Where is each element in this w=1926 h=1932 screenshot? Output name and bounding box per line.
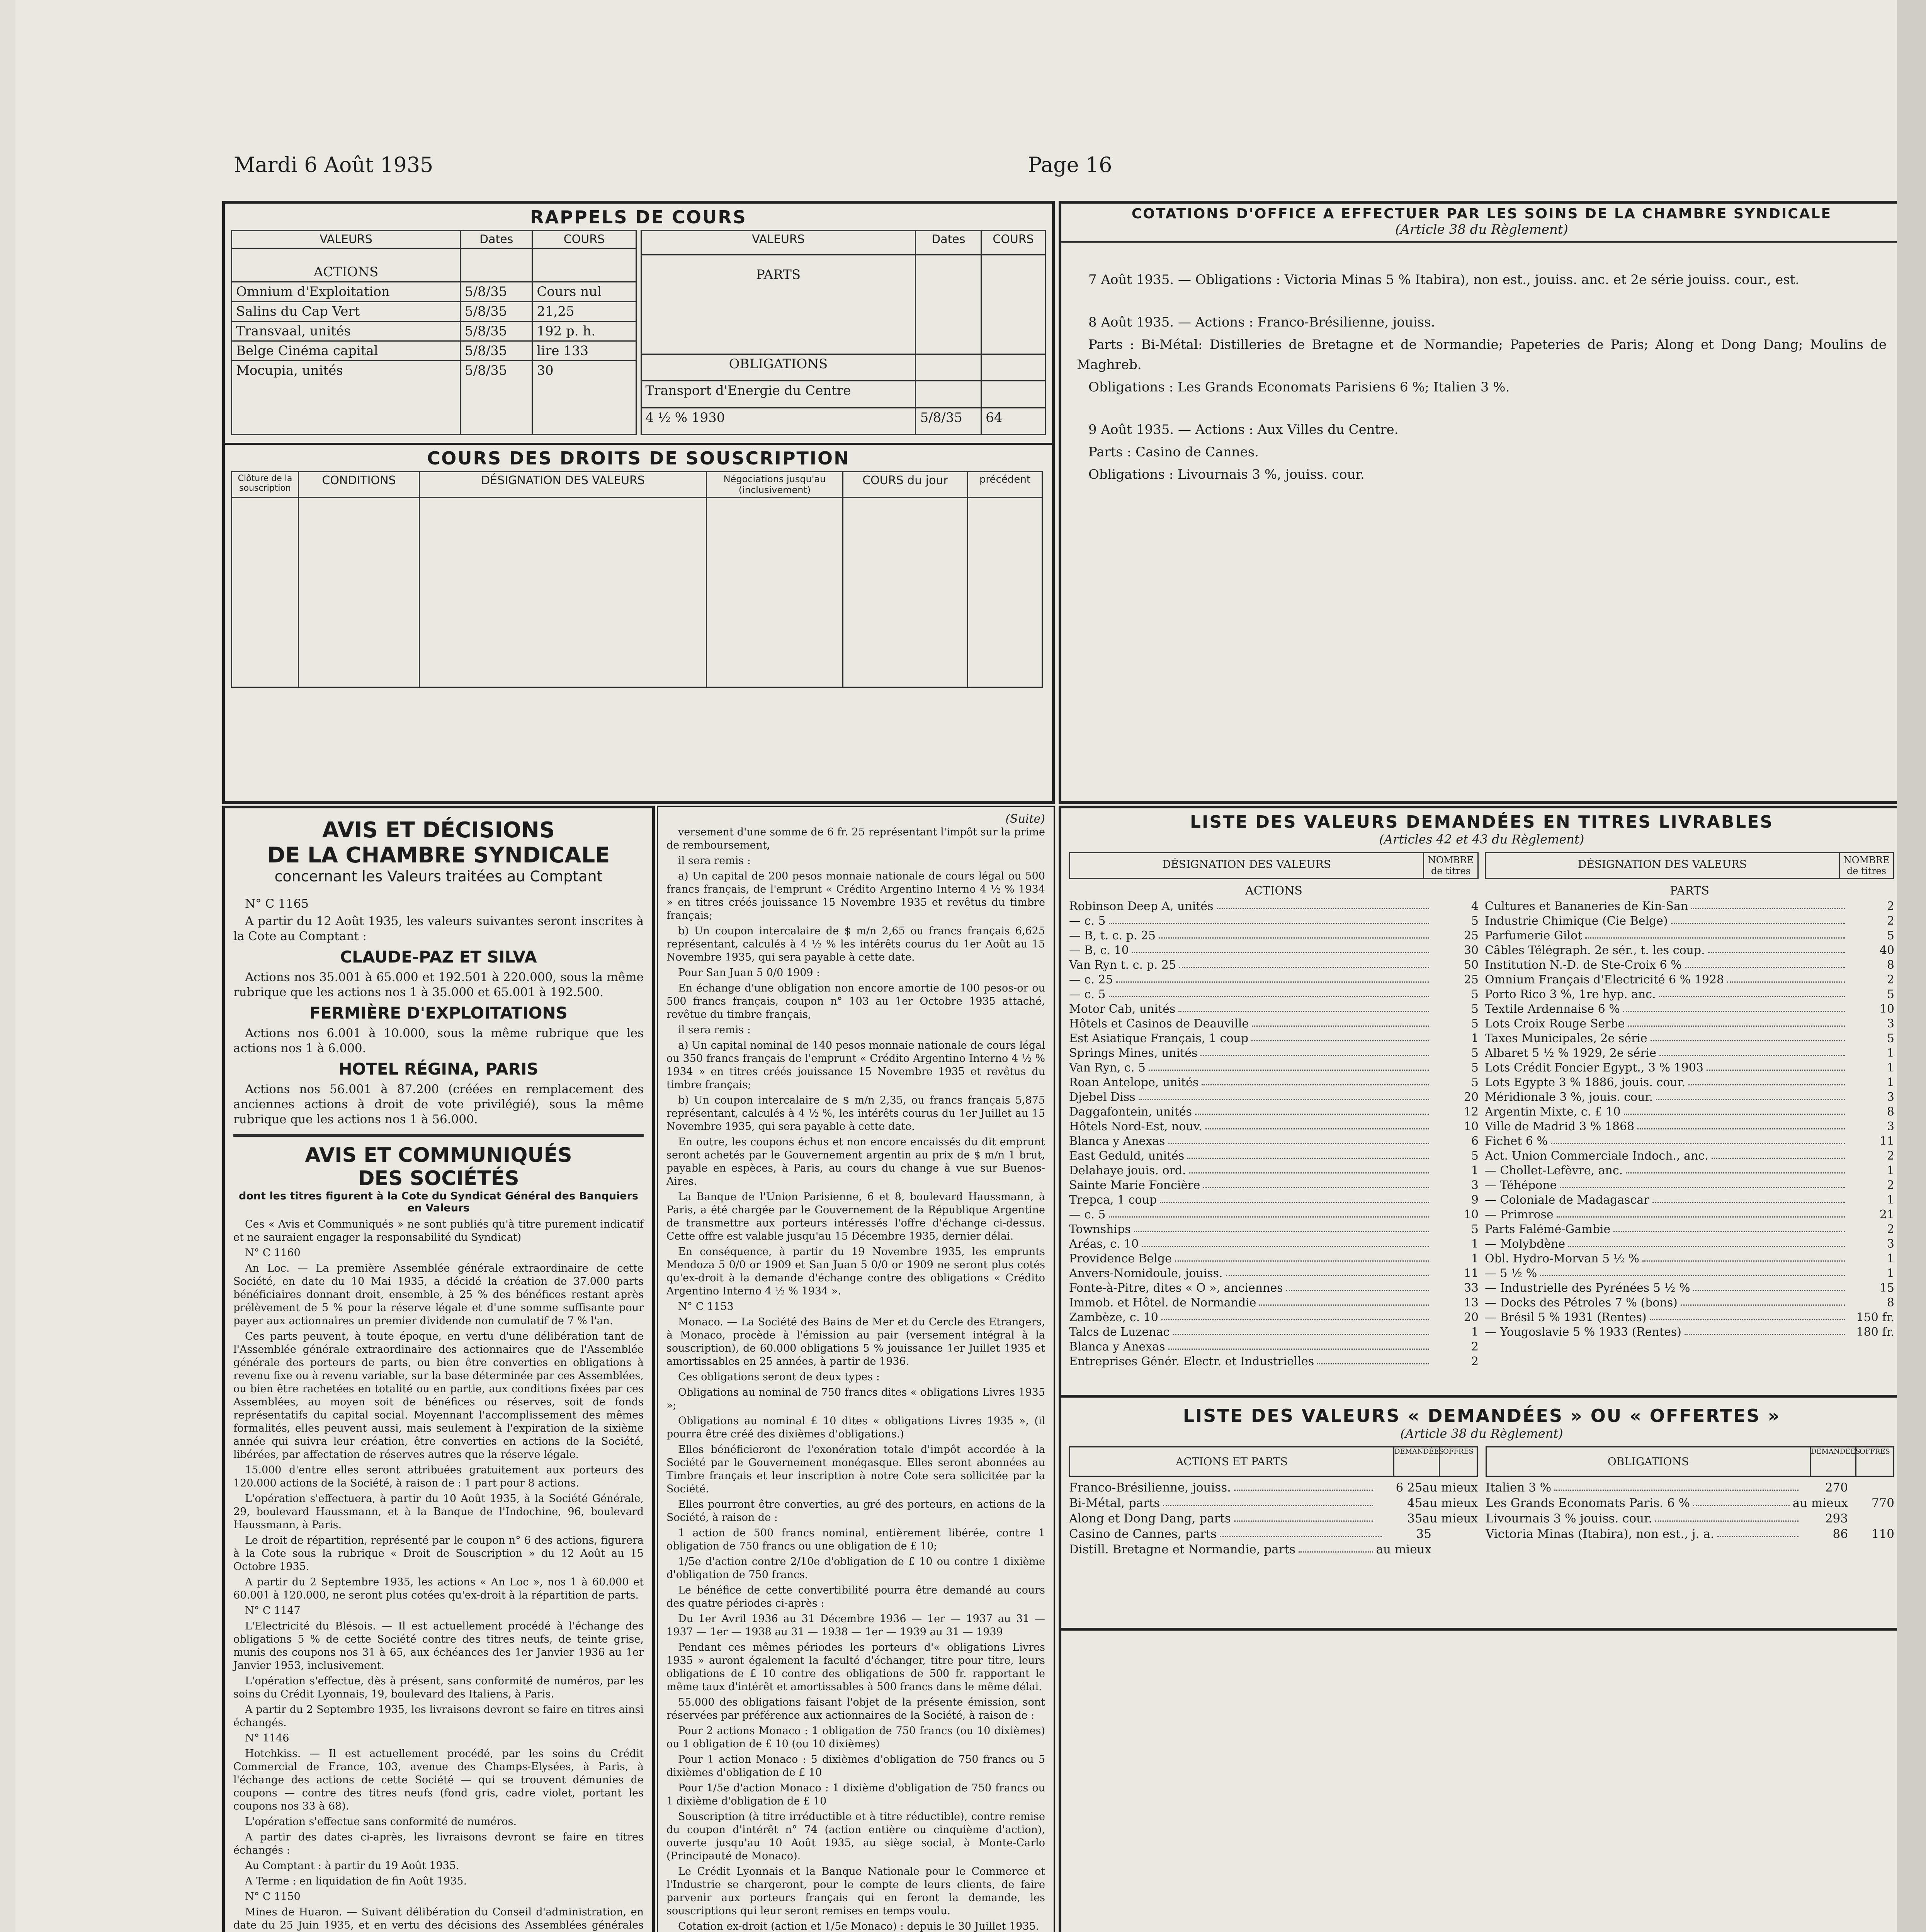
livrable-row: — Yougoslavie 5 % 1933 (Rentes) 180 fr. [1485,1325,1894,1339]
paragraph: N° C 1160 [245,1247,301,1259]
paragraph: b) Un coupon intercalaire de $ m/n 2,65 ou francs français 6,625 représentant, calculés à 4 ½ % les intérêts courus du 1er Août au 15 Novembre 1935, qui sera payable à cette date. [666,925,1045,963]
livrable-row: — c. 25 25 [1069,973,1479,986]
left-column: AVIS ET DÉCISIONS DE LA CHAMBRE SYNDICALE concernant les Valeurs traitées au Comptant N° C 1165 A partir du 12 Août 1935, les valeurs suivantes seront inscrites à la Cote au Comptant : CLAUDE-PAZ ET SILVA Actions nos 35.001 à 65.000 et 192.501 à 220.000, sous la même rubrique que les actions nos 1 à 35.000 et 65.001 à 192.500. FERMIÈRE D'EXPLOITATIONS Actions nos 6.001 à 10.000, sous la même rubrique que les actions nos 1 à 6.000. HOTEL RÉGINA, PARIS Actions nos 56.001 à 87.200 (créées en remplacement des anciennes actions à droit de vote privilégié), sous la même rubrique que les actions nos 1 à 56.000. AVIS ET COMMUNIQUÉS DES SOCIÉTÉS dont les titres figurent à la Cote du Syndicat Général des Banquiers en Valeurs Ces « Avis et Communiqués » ne sont publiés qu'à titre purement indicatif et ne sauraient engager la responsabilité du Syndicat) N° C 1160 An Loc. — La première Assemblée générale extraordinaire de cette Société, en date du 10 Mai 1935, a décidé la création de 37.000 parts bénéficiaires donnant droit, ensemble, à 25 % des bénéfices restant après prélèvement de 5 % pour la réserve légale et d'une somme suffisante pour payer aux actionnaires un premier dividende non cumulatif de 7 % l'an. Ces parts peuvent, à toute époque, en vertu d'une délibération tant de l'Assemblée générale extraordinaire des actionnaires que de l'Assemblée générale des porteurs de parts, ou bien être converties en obligations à revenu fixe ou à revenu variable, sur la base déterminée par ces Assemblées, ou bien être rachetées en totalité ou en partie, aux conditions fixées par ces Assemblées, au moyen soit de bénéfices ou réserves, soit de fonds représentatifs du capital social. Moyennant l'accomplissement des mêmes formalités, elles peuvent aussi, mais seulement à l'expiration de la sixième année qui suivra leur création, être converties en actions de la Société, libérées, par affectation de réserves autres que la réserve légale. 15.000 d'entre elles seront attribuées gratuitement aux porteurs des 120.000 actions de la Société, à raison de : 1 part pour 8 actions. L'opération s'effectuera, à partir du 10 Août 1935, à la Société Générale, 29, boulevard Haussmann, et à la Banque de l'Indochine, 96, boulevard Haussmann, à Paris. Le droit de répartition, représenté par le coupon n° 6 des actions, figurera à la Cote sous la rubrique « Droit de Souscription » du 12 Août au 15 Octobre 1935. A partir du 2 Septembre 1935, les actions « An Loc », nos 1 à 60.000 et 60.001 à 120.000, ne seront plus cotées qu'ex-droit à la répartition de parts. N° C 1147 L'Electricité du Blésois. — Il est actuellement procédé à l'échange des obligations 5 % de cette Société contre des titres neufs, de teinte grise, munis des coupons nos 31 à 65, aux échéances des 1er Janvier 1936 au 1er Janvier 1953, inclusivement. L'opération s'effectue, dès à présent, sans conformité de numéros, par les soins du Crédit Lyonnais, 19, boulevard des Italiens, à Paris. A partir du 2 Septembre 1935, les livraisons devront se faire en titres ainsi échangés. N° 1146 Hotchkiss. — Il est actuellement procédé, par les soins du Crédit Commercial de France, 103, avenue des Champs-Elysées, à Paris, à l'échange des actions de cette Société — qui se trouvent démunies de coupons — contre des titres neufs (fond gris, cadre violet, portant les coupons nos 33 à 68). L'opération s'effectue sans conformité de numéros. A partir des dates ci-après, les livraisons devront se faire en titres échangés : Au Comptant : à partir du 19 Août 1935. A Terme : en liquidation de fin Août 1935. N° C 1150 Mines de Huaron. — Suivant délibération du Conseil d'administration, en date du 25 Juin 1935, et en vertu des décisions des Assemblées générales [222,806,655,1932]
paragraph: Ces « Avis et Communiqués » ne sont publiés qu'à titre purement indicatif et ne sauraient engager la responsabilité du Syndicat) [233,1218,644,1243]
livrable-row: Porto Rico 3 %, 1re hyp. anc. 5 [1485,988,1894,1001]
rappels-section [222,201,1055,804]
office-title: COTATIONS D'OFFICE A EFFECTUER PAR LES SOINS DE LA CHAMBRE SYNDICALE [1131,206,1832,222]
paragraph: Du 1er Avril 1936 au 31 Décembre 1936 — 1er — 1937 au 31 — 1937 — 1er — 1938 au 31 — 1938 — 1er — 1939 au 31 — 1939 [666,1613,1045,1638]
paragraph: 1/5e d'action contre 2/10e d'obligation de £ 10 ou contre 1 dixième d'obligation de 750 francs. [666,1556,1045,1581]
demandees-right-list [1486,1480,1894,1542]
livrable-row: Immob. et Hôtel. de Normandie 13 [1069,1296,1479,1310]
livrable-row: Zambèze, c. 10 20 [1069,1311,1479,1324]
paragraph: b) Un coupon intercalaire de $ m/n 2,35, ou francs français 5,875 représentant, calculés à 4 ½ %, les intérêts courus du 1er Juillet au 15 Novembre 1935, qui sera payable à cette date. [666,1094,1045,1133]
livrable-row: Blanca y Anexas 6 [1069,1134,1479,1148]
paragraph: Hotchkiss. — Il est actuellement procédé, par les soins du Crédit Commercial de France, 103, avenue des Champs-Elysées, à Paris, à l'échange des actions de cette Société — qui se trouvent démunies de coupons — contre des titres neufs (fond gris, cadre violet, portant les coupons nos 33 à 68). [233,1748,644,1812]
paragraph: N° 1146 [245,1732,289,1744]
paragraph: 55.000 des obligations faisant l'objet de la présente émission, sont réservées par préférence aux actionnaires de la Société, à raison de : [666,1696,1045,1721]
livrable-row: Taxes Municipales, 2e série 5 [1485,1032,1894,1045]
livrable-row: — 5 ½ % 1 [1485,1267,1894,1280]
rappels-right-table: VALEURS Dates COURS PARTS OBLIGATIONS Transport d'Energie du Centre 4 ½ % 1930 5/8/35 64 [641,230,1046,435]
demandees-section: LISTE DES VALEURS « DEMANDÉES » OU « OFFERTES » (Article 38 du Règlement) ACTIONS ET PARTS DEMANDÉES OFFRES Franco-Brésilienne, jouiss. 6 25 au mieux Bi-Métal, parts 45 au mieux Along et Dong Dang, parts 35 au mieux Casino de Cannes, parts 35 Distill. Bretagne et Normandie, parts au mieux OBLIGATIONS DEMANDÉES OFFRES Italien 3 % 270 Les Grands Economats Paris. 6 % au mieux 770 Livournais 3 % jouiss. cour. 293 Victoria Minas (Itabira), non est., j. a. 86 110 [1059,1395,1905,1932]
livrable-row: East Geduld, unités 5 [1069,1149,1479,1163]
livrable-row: Robinson Deep A, unités 4 [1069,900,1479,913]
livrable-row: Anvers-Nomidoule, jouiss. 11 [1069,1267,1479,1280]
livrable-row: Roan Antelope, unités 5 [1069,1076,1479,1089]
livrable-row: — Industrielle des Pyrénées 5 ½ % 15 [1485,1281,1894,1295]
paragraph: il sera remis : [678,1024,751,1036]
paragraph: En outre, les coupons échus et non encore encaissés du dit emprunt seront achetés par le Gouvernement argentin au prix de $ m/n 1 brut, payable en espèces, à Paris, au cours du change à vue sur Buenos-Aires. [666,1136,1045,1187]
livrable-row: Trepca, 1 coup 9 [1069,1193,1479,1207]
demandee-row: Les Grands Economats Paris. 6 % au mieux 770 [1486,1496,1894,1510]
page-binding [1897,0,1926,1932]
livrable-row: Parts Falémé-Gambie 2 [1485,1223,1894,1236]
paragraph: A Terme : en liquidation de fin Août 1935. [245,1875,467,1887]
livrable-row: Textile Ardennaise 6 % 10 [1485,1002,1894,1016]
paragraph: Pour San Juan 5 0/0 1909 : [678,967,820,979]
paragraph: Pendant ces mêmes périodes les porteurs d'« obligations Livres 1935 » auront également la faculté d'échanger, titre pour titre, leurs obligations de £ 10 contre des obligations de 500 fr. rapportant le même taux d'intérêt et amortissables à 500 francs dans le même délai. [666,1641,1045,1693]
paragraph: a) Un capital de 200 pesos monnaie nationale de cours légal ou 500 francs français, de l'emprunt « Crédito Argentino Interno 4 ½ % 1934 » en titres créés jouissance 15 Novembre 1935 et revêtus du timbre français; [666,870,1045,922]
livrables-title: LISTE DES VALEURS DEMANDÉES EN TITRES LIVRABLES [1190,812,1774,832]
livrable-row: Daggafontein, unités 12 [1069,1105,1479,1119]
livrable-row: Méridionale 3 %, jouis. cour. 3 [1485,1090,1894,1104]
paragraph: La Banque de l'Union Parisienne, 6 et 8, boulevard Haussmann, à Paris, a été chargée par le Gouvernement de la République Argentine de transmettre aux porteurs intéressés l'offre d'échange ci-dessus. Cette offre est valable jusqu'au 15 Décembre 1935, dernier délai. [666,1191,1045,1242]
livrables-right-list [1485,899,1894,1340]
livrable-row: Act. Union Commerciale Indoch., anc. 2 [1485,1149,1894,1163]
paragraph: L'opération s'effectue sans conformité de numéros. [245,1816,517,1828]
paragraph: Le bénéfice de cette convertibilité pourra être demandé au cours des quatre périodes ci-après : [666,1584,1045,1609]
livrable-row: Van Ryn t. c. p. 25 50 [1069,958,1479,972]
rappels-title: RAPPELS DE COURS [530,207,747,228]
demandee-row: Casino de Cannes, parts 35 [1069,1527,1431,1541]
demandee-row: Victoria Minas (Itabira), non est., j. a. 86 110 [1486,1527,1894,1541]
paragraph: N° C 1153 [678,1301,734,1313]
livrable-row: Lots Egypte 3 % 1886, jouis. cour. 1 [1485,1076,1894,1089]
avis-societes-title1: AVIS ET COMMUNIQUÉS [305,1144,572,1167]
droits-title: COURS DES DROITS DE SOUSCRIPTION [225,443,1052,469]
livrable-row: Omnium Français d'Electricité 6 % 1928 2 [1485,973,1894,986]
avis-chambre-title2: DE LA CHAMBRE SYNDICALE [267,843,610,868]
office-section [1059,201,1905,804]
paragraph: Ces parts peuvent, à toute époque, en vertu d'une délibération tant de l'Assemblée générale extraordinaire des actionnaires que de l'Assemblée générale des porteurs de parts, ou bien être converties en obligations à revenu fixe ou à revenu variable, sur la base déterminée par ces Assemblées, ou bien être rachetées en totalité ou en partie, aux conditions fixées par ces Assemblées, au moyen soit de bénéfices ou réserves, soit de fonds représentatifs du capital social. Moyennant l'accomplissement des mêmes formalités, elles peuvent aussi, mais seulement à l'expiration de la sixième année qui suivra leur création, être converties en actions de la Société, libérées, par affectation de réserves autres que la réserve légale. [233,1330,644,1461]
livrable-row: Delahaye jouis. ord. 1 [1069,1164,1479,1177]
paragraph: 1 action de 500 francs nominal, entièrement libérée, contre 1 obligation de 750 francs ou une obligation de £ 10; [666,1527,1045,1552]
livrable-row: Fonte-à-Pitre, dites « O », anciennes 33 [1069,1281,1479,1295]
livrable-row: Motor Cab, unités 5 [1069,1002,1479,1016]
paragraph: Le droit de répartition, représenté par le coupon n° 6 des actions, figurera à la Cote sous la rubrique « Droit de Souscription » du 12 Août au 15 Octobre 1935. [233,1534,644,1573]
livrable-row: Sainte Marie Foncière 3 [1069,1179,1479,1192]
avis-societes-body [233,1218,644,1932]
livrables-left-list [1069,899,1479,1369]
paragraph: Pour 1 action Monaco : 5 dixièmes d'obligation de 750 francs ou 5 dixièmes d'obligation de £ 10 [666,1753,1045,1779]
livrable-row: Springs Mines, unités 5 [1069,1046,1479,1060]
page-number: Page 16 [1028,153,1112,177]
rappels-left-table: VALEURS Dates COURS ACTIONS Omnium d'Exploitation 5/8/35 Cours nul Salins du Cap Vert 5/8/35 21,25 Transvaal, unités 5/8/35 192 p. h. Belge Cinéma capital 5/8/35 lire 133 Mocupia, unités 5/8/35 30 [231,230,637,435]
demandees-left-list [1069,1480,1478,1557]
demandee-row: Franco-Brésilienne, jouiss. 6 25 au mieux [1069,1481,1478,1495]
page-date: Mardi 6 Août 1935 [234,153,433,177]
livrable-row: — c. 5 5 [1069,914,1479,928]
livrable-row: Fichet 6 % 11 [1485,1134,1894,1148]
office-subtitle: (Article 38 du Règlement) [1395,222,1568,237]
paragraph: Monaco. — La Société des Bains de Mer et du Cercle des Etrangers, à Monaco, procède à l'émission au pair (versement intégral à la souscription), de 60.000 obligations 5 % jouissance 1er Juillet 1935 et amortissables en 25 années, à partir de 1936. [666,1316,1045,1367]
paragraph: Obligations au nominal £ 10 dites « obligations Livres 1935 », (il pourra être créé des dixièmes d'obligations.) [666,1415,1045,1440]
livrable-row: — c. 5 5 [1069,988,1479,1001]
paragraph: Au Comptant : à partir du 19 Août 1935. [245,1860,459,1872]
demandee-row: Livournais 3 % jouiss. cour. 293 [1486,1512,1848,1526]
livrable-row: Hôtels et Casinos de Deauville 5 [1069,1017,1479,1031]
livrable-row: Providence Belge 1 [1069,1252,1479,1265]
paragraph: Pour 1/5e d'action Monaco : 1 dixième d'obligation de 750 francs ou 1 dixième d'obligation de £ 10 [666,1782,1045,1807]
demandees-subtitle: (Article 38 du Règlement) [1400,1426,1563,1441]
paragraph: Pour 2 actions Monaco : 1 obligation de 750 francs (ou 10 dixièmes) ou 1 obligation de £ 10 (ou 10 dixièmes) [666,1725,1045,1750]
office-entry: Obligations : Livournais 3 %, jouiss. cour. [1088,467,1365,482]
middle-column [657,806,1055,1932]
paragraph: L'opération s'effectue, dès à présent, sans conformité de numéros, par les soins du Crédit Lyonnais, 19, boulevard des Italiens, à Paris. [233,1675,644,1700]
livrable-row: — B, c. 10 30 [1069,944,1479,957]
droits-table: Clôture de la souscription CONDITIONS DÉSIGNATION DES VALEURS Négociations jusqu'au (inclusivement) COURS du jour précédent [231,471,1043,688]
livrable-row: — Brésil 5 % 1931 (Rentes) 150 fr. [1485,1311,1894,1324]
paragraph: a) Un capital nominal de 140 pesos monnaie nationale de cours légal ou 350 francs français de l'emprunt « Crédito Argentino Interno 4 ½ % 1934 » en titres créés jouissance 15 Novembre 1935 et revêtus du timbre français; [666,1039,1045,1091]
avis-societes-intro: dont les titres figurent à la Cote du Syndicat Général des Banquiers en Valeurs [239,1190,638,1214]
livrable-row: — Téhépone 2 [1485,1179,1894,1192]
paragraph: versement d'une somme de 6 fr. 25 représentant l'impôt sur la prime de remboursement, [666,826,1045,851]
paragraph: Elles pourront être converties, au gré des porteurs, en actions de la Société, à raison de : [666,1498,1045,1524]
livrable-row: Cultures et Bananeries de Kin-San 2 [1485,900,1894,913]
livrable-row: Lots Croix Rouge Serbe 3 [1485,1017,1894,1031]
livrable-row: Ville de Madrid 3 % 1868 3 [1485,1120,1894,1133]
paragraph: Cotation ex-droit (action et 1/5e Monaco) : depuis le 30 Juillet 1935. [678,1920,1039,1932]
demandee-row: Along et Dong Dang, parts 35 au mieux [1069,1512,1478,1526]
livrable-row: — Chollet-Lefèvre, anc. 1 [1485,1164,1894,1177]
paragraph: Ces obligations seront de deux types : [678,1371,880,1383]
paragraph: 15.000 d'entre elles seront attribuées gratuitement aux porteurs des 120.000 actions de la Société, à raison de : 1 part pour 8 actions. [233,1464,644,1489]
livrable-row: Lots Crédit Foncier Egypt., 3 % 1903 1 [1485,1061,1894,1075]
avis-societes-title2: DES SOCIÉTÉS [358,1167,519,1190]
paragraph: Elles bénéficieront de l'exonération totale d'impôt accordée à la Société par le Gouvernement monégasque. Elles seront abonnées au Timbre français et leur inscription à notre Cote sera sollicitée par la Société. [666,1444,1045,1495]
livrable-row: Aréas, c. 10 1 [1069,1237,1479,1251]
livrable-row: Blanca y Anexas 2 [1069,1340,1479,1354]
paragraph: En échange d'une obligation non encore amortie de 100 pesos-or ou 500 francs français, coupon n° 103 au 1er Octobre 1935 attaché, revêtue du timbre français, [666,982,1045,1020]
avis-chambre-title1: AVIS ET DÉCISIONS [322,818,555,843]
office-entry: 9 Août 1935. — Actions : Aux Villes du Centre. [1088,422,1399,437]
paragraph: Souscription (à titre irréductible et à titre réductible), contre remise du coupon d'intérêt n° 74 (action entière ou cinquième d'action), ouverte jusqu'au 10 Août 1935, au siège social, à Monte-Carlo (Principauté de Monaco). [666,1811,1045,1862]
livrable-row: Townships 5 [1069,1223,1479,1236]
company-name: HOTEL RÉGINA, PARIS [338,1060,539,1078]
livrable-row: Hôtels Nord-Est, nouv. 10 [1069,1120,1479,1133]
paragraph: En conséquence, à partir du 19 Novembre 1935, les emprunts Mendoza 5 0/0 or 1909 et San Juan 5 0/0 or 1909 ne seront plus cotés qu'ex-droit à la demande d'échange contre des obligations « Crédito Argentino Interno 4 ½ % 1934 ». [666,1246,1045,1297]
livrables-subtitle: (Articles 42 et 43 du Règlement) [1379,832,1584,847]
paragraph: N° C 1147 [245,1605,301,1617]
demandee-row: Distill. Bretagne et Normandie, parts au mieux [1069,1543,1431,1556]
company-name: CLAUDE-PAZ ET SILVA [340,947,537,966]
office-entry: Parts : Casino de Cannes. [1088,444,1259,460]
paragraph: Le Crédit Lyonnais et la Banque Nationale pour le Commerce et l'Industrie se chargeront, pour le compte de leurs clients, de faire parvenir aux porteurs français qui en feront la demande, les souscriptions qui leur seront remises en temps voulu. [666,1866,1045,1917]
livrable-row: Industrie Chimique (Cie Belge) 2 [1485,914,1894,928]
livrable-row: Entreprises Génér. Electr. et Industrielles 2 [1069,1355,1479,1368]
suite-body [666,826,1045,1932]
livrable-row: Est Asiatique Français, 1 coup 1 [1069,1032,1479,1045]
office-entry: Obligations : Les Grands Economats Parisiens 6 %; Italien 3 %. [1088,379,1510,395]
livrable-row: Argentin Mixte, c. £ 10 8 [1485,1105,1894,1119]
paragraph: L'opération s'effectuera, à partir du 10 Août 1935, à la Société Générale, 29, boulevard Haussmann, et à la Banque de l'Indochine, 96, boulevard Haussmann, à Paris. [233,1493,644,1531]
livrables-section: LISTE DES VALEURS DEMANDÉES EN TITRES LIVRABLES (Articles 42 et 43 du Règlement) DÉSIGNATION DES VALEURS NOMBRE de titres ACTIONS Robinson Deep A, unités 4 — c. 5 5 — B, t. c. p. 25 25 — B, c. 10 30 Van Ryn t. c. p. 25 50 — c. 25 25 — c. 5 5 Motor Cab, unités 5 Hôtels et Casinos de Deauville 5 Est Asiatique Français, 1 coup 1 Springs Mines, unités 5 Van Ryn, c. 5 5 Roan Antelope, unités 5 Djebel Diss 20 Daggafontein, unités 12 Hôtels Nord-Est, nouv. 10 Blanca y Anexas 6 East Geduld, unités 5 Delahaye jouis. ord. 1 Sainte Marie Foncière 3 Trepca, 1 coup 9 — c. 5 10 Townships 5 Aréas, c. 10 1 Providence Belge 1 Anvers-Nomidoule, jouiss. 11 Fonte-à-Pitre, dites « O », anciennes 33 Immob. et Hôtel. de Normandie 13 Zambèze, c. 10 20 Talcs de Luzenac 1 Blanca y Anexas 2 Entreprises Génér. Electr. et Industrielles 2 DÉSIGNATION DES VALEURS NOMBRE de titres PARTS Cultures et Bananeries de Kin-San 2 Industrie Chimique (Cie Belge) 2 Parfumerie Gilot 5 Câbles Télégraph. 2e sér., t. les coup. 40 Institution N.-D. de Ste-Croix 6 % 8 Omnium Français d'Electricité 6 % 1928 2 Porto Rico 3 %, 1re hyp. anc. 5 Textile Ardennaise 6 % 10 Lots Croix Rouge Serbe 3 Taxes Municipales, 2e série 5 Albaret 5 ½ % 1929, 2e série 1 Lots Crédit Foncier Egypt., 3 % 1903 1 Lots Egypte 3 % 1886, jouis. cour. 1 Méridionale 3 %, jouis. cour. 3 Argentin Mixte, c. £ 10 8 Ville de Madrid 3 % 1868 3 Fichet 6 % 11 Act. Union Commerciale Indoch., anc. 2 — Chollet-Lefèvre, anc. 1 — Téhépone 2 — Coloniale de Madagascar 1 — Primrose 21 Parts Falémé-Gambie 2 — Molybdène 3 Obl. Hydro-Morvan 5 ½ % 1 — 5 ½ % 1 — Industrielle des Pyrénées 5 ½ % 15 — Docks des Pétroles 7 % (bons) 8 — Brésil 5 % 1931 (Rentes) 150 fr. — Yougoslavie 5 % 1933 (Rentes) 180 fr. [1059,806,1905,1631]
paragraph: An Loc. — La première Assemblée générale extraordinaire de cette Société, en date du 10 Mai 1935, a décidé la création de 37.000 parts bénéficiaires donnant droit, ensemble, à 25 % des bénéfices restant après prélèvement de 5 % pour la réserve légale et d'une somme suffisante pour payer aux actionnaires un premier dividende non cumulatif de 7 % l'an. [233,1262,644,1327]
paragraph: A partir du 2 Septembre 1935, les actions « An Loc », nos 1 à 60.000 et 60.001 à 120.000, ne seront plus cotées qu'ex-droit à la répartition de parts. [233,1576,644,1601]
paragraph: il sera remis : [678,855,751,867]
livrable-row: — c. 5 10 [1069,1208,1479,1221]
office-entry: Parts : Bi-Métal: Distilleries de Bretagne et de Normandie; Papeteries de Paris; Along et Dong Dang; Moulins de Maghreb. [1077,337,1887,372]
livrable-row: — B, t. c. p. 25 25 [1069,929,1479,942]
livrable-row: — Docks des Pétroles 7 % (bons) 8 [1485,1296,1894,1310]
livrable-row: Albaret 5 ½ % 1929, 2e série 1 [1485,1046,1894,1060]
newspaper-page [15,0,1897,1932]
paragraph: N° C 1150 [245,1891,301,1903]
avis-chambre-title3: concernant les Valeurs traitées au Comptant [274,868,603,885]
company-name: FERMIÈRE D'EXPLOITATIONS [309,1003,568,1022]
paragraph: Obligations au nominal de 750 francs dites « obligations Livres 1935 »; [666,1386,1045,1412]
demandees-title: LISTE DES VALEURS « DEMANDÉES » OU « OFFERTES » [1183,1405,1781,1426]
livrable-row: Djebel Diss 20 [1069,1090,1479,1104]
paragraph: A partir du 2 Septembre 1935, les livraisons devront se faire en titres ainsi échangés. [233,1704,644,1729]
demandee-row: Bi-Métal, parts 45 au mieux [1069,1496,1478,1510]
livrable-row: Talcs de Luzenac 1 [1069,1325,1479,1339]
livrable-row: Obl. Hydro-Morvan 5 ½ % 1 [1485,1252,1894,1265]
livrable-row: — Primrose 21 [1485,1208,1894,1221]
livrable-row: Câbles Télégraph. 2e sér., t. les coup. 40 [1485,944,1894,957]
livrable-row: Van Ryn, c. 5 5 [1069,1061,1479,1075]
office-entry: 8 Août 1935. — Actions : Franco-Brésilienne, jouiss. [1088,315,1435,330]
livrable-row: Institution N.-D. de Ste-Croix 6 % 8 [1485,958,1894,972]
paragraph: A partir des dates ci-après, les livraisons devront se faire en titres échangés : [233,1831,644,1856]
paragraph: L'Electricité du Blésois. — Il est actuellement procédé à l'échange des obligations 5 % de cette Société contre des titres neufs, de teinte grise, munis des coupons nos 31 à 65, aux échéances des 1er Janvier 1936 au 1er Janvier 1953, inclusivement. [233,1620,644,1672]
office-entry: 7 Août 1935. — Obligations : Victoria Minas 5 % Itabira), non est., jouiss. anc. et 2e série jouiss. cour., est. [1088,272,1800,287]
paragraph: Mines de Huaron. — Suivant délibération du Conseil d'administration, en date du 25 Juin 1935, et en vertu des décisions des Assemblées générales [233,1906,644,1931]
livrable-row: Parfumerie Gilot 5 [1485,929,1894,942]
suite-label: (Suite) [1005,812,1045,826]
livrable-row: — Coloniale de Madagascar 1 [1485,1193,1894,1207]
livrable-row: — Molybdène 3 [1485,1237,1894,1251]
demandee-row: Italien 3 % 270 [1486,1481,1848,1495]
